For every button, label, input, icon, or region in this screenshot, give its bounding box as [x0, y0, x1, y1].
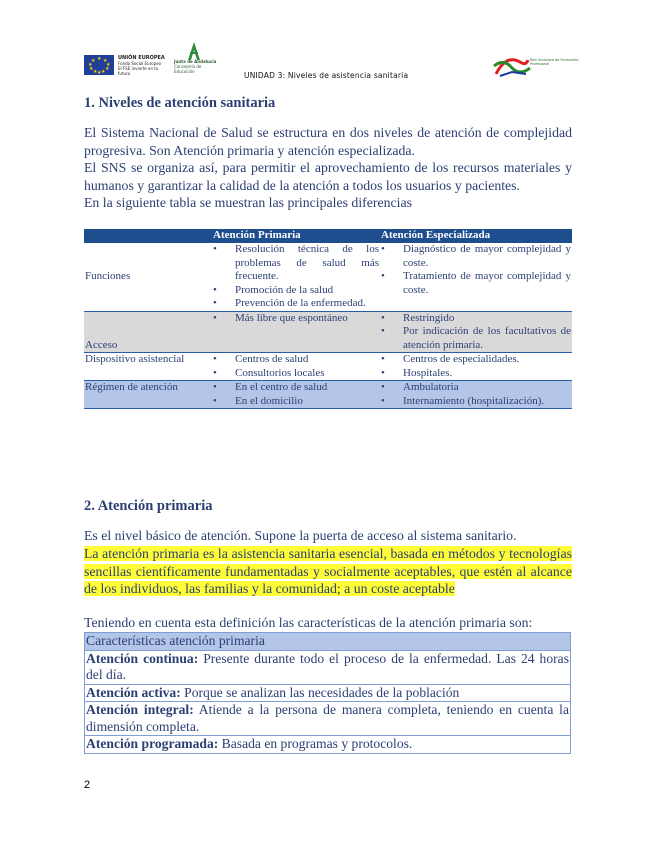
list-item: • Internamiento (hospitalización).	[395, 395, 571, 409]
term: Atención activa:	[86, 684, 181, 700]
list-item: • Centros de especialidades.	[395, 353, 571, 367]
page-number: 2	[84, 779, 91, 791]
description: Porque se analizan las necesidades de la población	[180, 684, 460, 700]
section-1-paragraph-1: El Sistema Nacional de Salud se estructura en dos niveles de atención de complejidad progresiva. Son Atención primaria y atención especializada.	[84, 125, 572, 158]
section-1-paragraph-2: El SNS se organiza así, para permitir el aprovechamiento de los recursos materiales y humanos y garantizar la calidad de la atención a todos los usuarios y pacientes.	[84, 160, 572, 193]
primary-cell	[212, 353, 380, 381]
eu-flag-logo: ★ ★ ★ ★ ★ ★ ★ ★ ★ ★	[84, 55, 114, 75]
primary-cell	[212, 243, 380, 311]
description: Basada en programas y protocolos.	[218, 736, 413, 751]
list-item: • Centros de salud	[227, 353, 379, 367]
list-item: • Restringido	[395, 312, 571, 326]
list-item: • Diagnóstico de mayor complejidad y coste.	[395, 243, 571, 270]
column-header-primary: Atención Primaria	[212, 229, 380, 243]
term: Atención integral:	[86, 702, 194, 717]
eu-label: UNIÓN EUROPEA Fondo Social Europeo El FSE invierte en tu futuro	[118, 55, 165, 76]
unit-title: UNIDAD 3: Niveles de asistencia sanitaria	[244, 71, 409, 80]
primary-care-characteristics-table	[84, 632, 571, 754]
list-item: • Promoción de la salud	[227, 284, 379, 298]
specialized-cell	[380, 243, 572, 311]
table-cell	[85, 650, 571, 684]
table-header-row	[84, 229, 572, 243]
primary-cell	[212, 381, 380, 409]
list-item: • En el domicilio	[227, 395, 379, 409]
section-2-paragraph-2: Teniendo en cuenta esta definición las características de la atención primaria son:	[84, 615, 533, 630]
table-row	[84, 381, 572, 409]
highlighted-definition: La atención primaria es la asistencia sanitaria esencial, basada en métodos y tecnologías sencillas científicamente fundamentadas y socialmente aceptables, que estén al alcance de los individuos, las familias y la comunidad; a un coste aceptable	[84, 546, 572, 596]
levels-comparison-table	[84, 229, 572, 409]
table-cell	[85, 736, 571, 754]
table-header-row	[85, 633, 571, 651]
table-row	[85, 702, 571, 736]
primary-cell	[212, 311, 380, 353]
junta-label: Junta de Andalucía Consejería de Educación	[174, 59, 217, 74]
section-2-paragraph-1: Es el nivel básico de atención. Supone la puerta de acceso al sistema sanitario.	[84, 528, 517, 543]
list-item: • Prevención de la enfermedad.	[227, 297, 379, 311]
row-label: Régimen de atención	[84, 381, 212, 409]
table-row	[85, 684, 571, 702]
list-item: • Ambulatoria	[395, 381, 571, 395]
page-header	[84, 40, 584, 84]
section-1-paragraph-3: En la siguiente tabla se muestran las principales diferencias	[84, 195, 412, 210]
table-row	[85, 736, 571, 754]
table-cell	[85, 702, 571, 736]
section-2-heading: 2. Atención primaria	[84, 498, 213, 514]
description: Atiende a la persona de manera completa, teniendo en cuenta la dimensión completa.	[86, 702, 569, 734]
table-corner-cell	[84, 229, 212, 243]
description: Presente durante todo el proceso de la enfermedad. Las 24 horas del día.	[86, 650, 569, 682]
list-item: • Tratamiento de mayor complejidad y coste.	[395, 270, 571, 297]
column-header-specialized: Atención Especializada	[380, 229, 572, 243]
specialized-cell	[380, 353, 572, 381]
row-label: Dispositivo asistencial	[84, 353, 212, 381]
table-cell	[85, 684, 571, 702]
list-item: • Por indicación de los facultativos de atención primaria.	[395, 325, 571, 352]
table-header-cell: Características atención primaria	[85, 633, 571, 651]
row-label: Acceso	[84, 311, 212, 353]
specialized-cell	[380, 311, 572, 353]
list-item: • Resolución técnica de los problemas de salud más frecuente.	[227, 243, 379, 284]
table-row	[85, 650, 571, 684]
term: Atención continua:	[86, 650, 199, 666]
section-2-highlight-paragraph	[84, 545, 572, 598]
red-fp-label: Red Andaluza de Formación Profesional	[530, 58, 579, 66]
list-item: • Hospitales.	[395, 367, 571, 381]
table-row	[84, 353, 572, 381]
list-item: • Consultorios locales	[227, 367, 379, 381]
specialized-cell	[380, 381, 572, 409]
list-item: • Más libre que espontáneo	[227, 312, 379, 326]
section-1-heading: 1. Niveles de atención sanitaria	[84, 95, 276, 111]
term: Atención programada:	[86, 736, 219, 751]
table-row	[84, 311, 572, 353]
table-row	[84, 243, 572, 311]
row-label: Funciones	[84, 243, 212, 311]
list-item: • En el centro de salud	[227, 381, 379, 395]
